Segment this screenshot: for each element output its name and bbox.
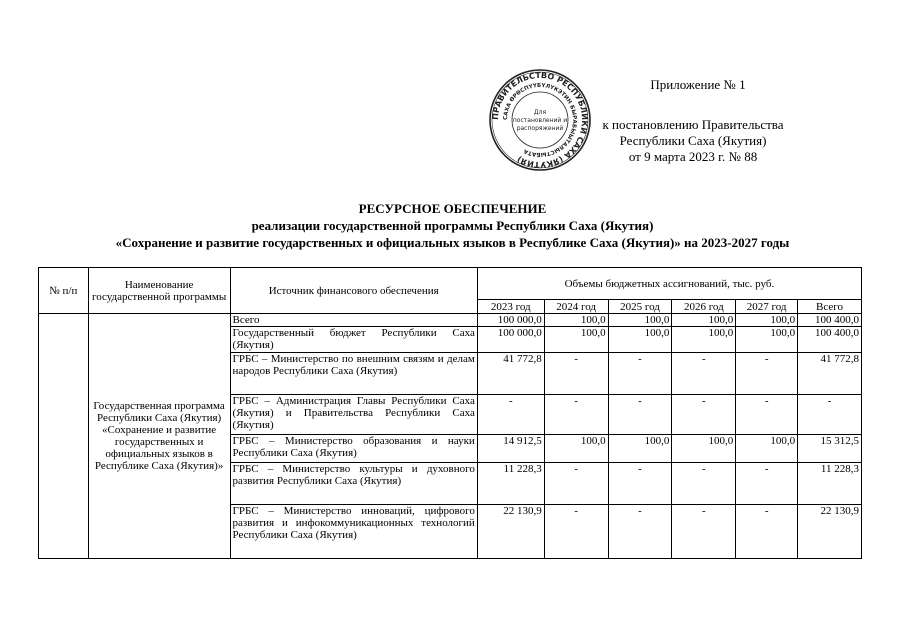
value-cell: 100,0 [672, 435, 736, 463]
appendix-number: Приложение № 1 [650, 77, 746, 92]
value-cell: 100,0 [608, 435, 672, 463]
value-cell: 22 130,9 [798, 505, 862, 559]
source-cell: ГРБС – Министерство по внешним связям и делам народов Республики Саха (Якутия) [230, 353, 477, 395]
value-cell: 100,0 [608, 314, 672, 327]
title-line-3: «Сохранение и развитие государственных и официальных языков в Республике Саха (Якутия)» на 2023-2027 годы [115, 235, 790, 250]
stamp-center-line-3: распоряжений [516, 125, 564, 132]
table-row [39, 314, 862, 327]
stamp-center-line-1: Для [533, 109, 547, 116]
header-num: № п/п [39, 268, 89, 314]
value-cell: 11 228,3 [477, 463, 544, 505]
appendix-date-line: от 9 марта 2023 г. № 88 [628, 149, 758, 164]
value-cell: - [736, 353, 798, 395]
source-cell: ГРБС – Администрация Главы Республики Саха (Якутия) и Правительства Республики Саха (Якутия) [230, 395, 477, 435]
value-cell: 41 772,8 [477, 353, 544, 395]
value-cell: - [608, 353, 672, 395]
value-cell: - [736, 395, 798, 435]
value-cell: - [736, 505, 798, 559]
header-year-2023: 2023 год [477, 300, 544, 314]
value-cell: 100,0 [544, 435, 608, 463]
stamp-center-line-2: постановлений и [512, 117, 568, 124]
value-cell: 100 000,0 [477, 314, 544, 327]
value-cell: - [608, 395, 672, 435]
stamp-outer-text: ПРАВИТЕЛЬСТВО РЕСПУБЛИКИ САХА (ЯКУТИЯ) [490, 70, 590, 170]
value-cell: - [544, 505, 608, 559]
value-cell: - [736, 463, 798, 505]
header-year-2025: 2025 год [608, 300, 672, 314]
value-cell: 100,0 [736, 314, 798, 327]
header-source: Источник финансового обеспечения [230, 268, 477, 314]
value-cell: 41 772,8 [798, 353, 862, 395]
title-line-1: РЕСУРСНОЕ ОБЕСПЕЧЕНИЕ [358, 201, 547, 216]
value-cell: 100,0 [672, 314, 736, 327]
value-cell: 100,0 [608, 327, 672, 353]
source-cell: Всего [230, 314, 477, 327]
value-cell: 15 312,5 [798, 435, 862, 463]
row-num-cell [39, 314, 89, 559]
header-year-2027: 2027 год [736, 300, 798, 314]
value-cell: - [798, 395, 862, 435]
value-cell: 100,0 [544, 327, 608, 353]
value-cell: 100,0 [672, 327, 736, 353]
value-cell: 11 228,3 [798, 463, 862, 505]
value-cell: - [544, 353, 608, 395]
value-cell: 100,0 [736, 327, 798, 353]
value-cell: - [544, 395, 608, 435]
source-cell: ГРБС – Министерство инноваций, цифрового развития и инфокоммуникационных технологий Республики Саха (Якутия) [230, 505, 477, 559]
header-total: Всего [798, 300, 862, 314]
value-cell: - [672, 505, 736, 559]
value-cell: - [608, 505, 672, 559]
value-cell: 14 912,5 [477, 435, 544, 463]
value-cell: - [608, 463, 672, 505]
header-year-2024: 2024 год [544, 300, 608, 314]
appendix-decree-line: к постановлению Правительства [602, 117, 784, 132]
value-cell: 100 400,0 [798, 327, 862, 353]
source-cell: ГРБС – Министерство образования и науки Республики Саха (Якутия) [230, 435, 477, 463]
value-cell: 100 000,0 [477, 327, 544, 353]
title-line-2: реализации государственной программы Республики Саха (Якутия) [251, 218, 654, 233]
header-year-2026: 2026 год [672, 300, 736, 314]
value-cell: - [672, 463, 736, 505]
document-title [0, 200, 905, 251]
official-stamp-seal [488, 68, 592, 172]
value-cell: - [672, 353, 736, 395]
header-volumes: Объемы бюджетных ассигнований, тыс. руб. [477, 268, 861, 300]
value-cell: 100,0 [544, 314, 608, 327]
value-cell: 22 130,9 [477, 505, 544, 559]
stamp-inner-text: САХА ӨРӨСПҮҮБҮЛҮКЭТИН БЫРАБЫЫТАЛЫСТЫБАТА [502, 82, 578, 158]
value-cell: - [477, 395, 544, 435]
appendix-republic-line: Республики Саха (Якутия) [619, 133, 767, 148]
program-name-cell: Государственная программа Республики Саха (Якутия) «Сохранение и развитие государственных и официальных языков в Республике Саха (Якутия)» [88, 314, 230, 559]
value-cell: - [544, 463, 608, 505]
header-program-name: Наименование государственной программы [88, 268, 230, 314]
value-cell: 100,0 [736, 435, 798, 463]
value-cell: 100 400,0 [798, 314, 862, 327]
resource-table [38, 267, 862, 559]
source-cell: Государственный бюджет Республики Саха (Якутия) [230, 327, 477, 353]
source-cell: ГРБС – Министерство культуры и духовного развития Республики Саха (Якутия) [230, 463, 477, 505]
value-cell: - [672, 395, 736, 435]
appendix-block [588, 77, 798, 165]
